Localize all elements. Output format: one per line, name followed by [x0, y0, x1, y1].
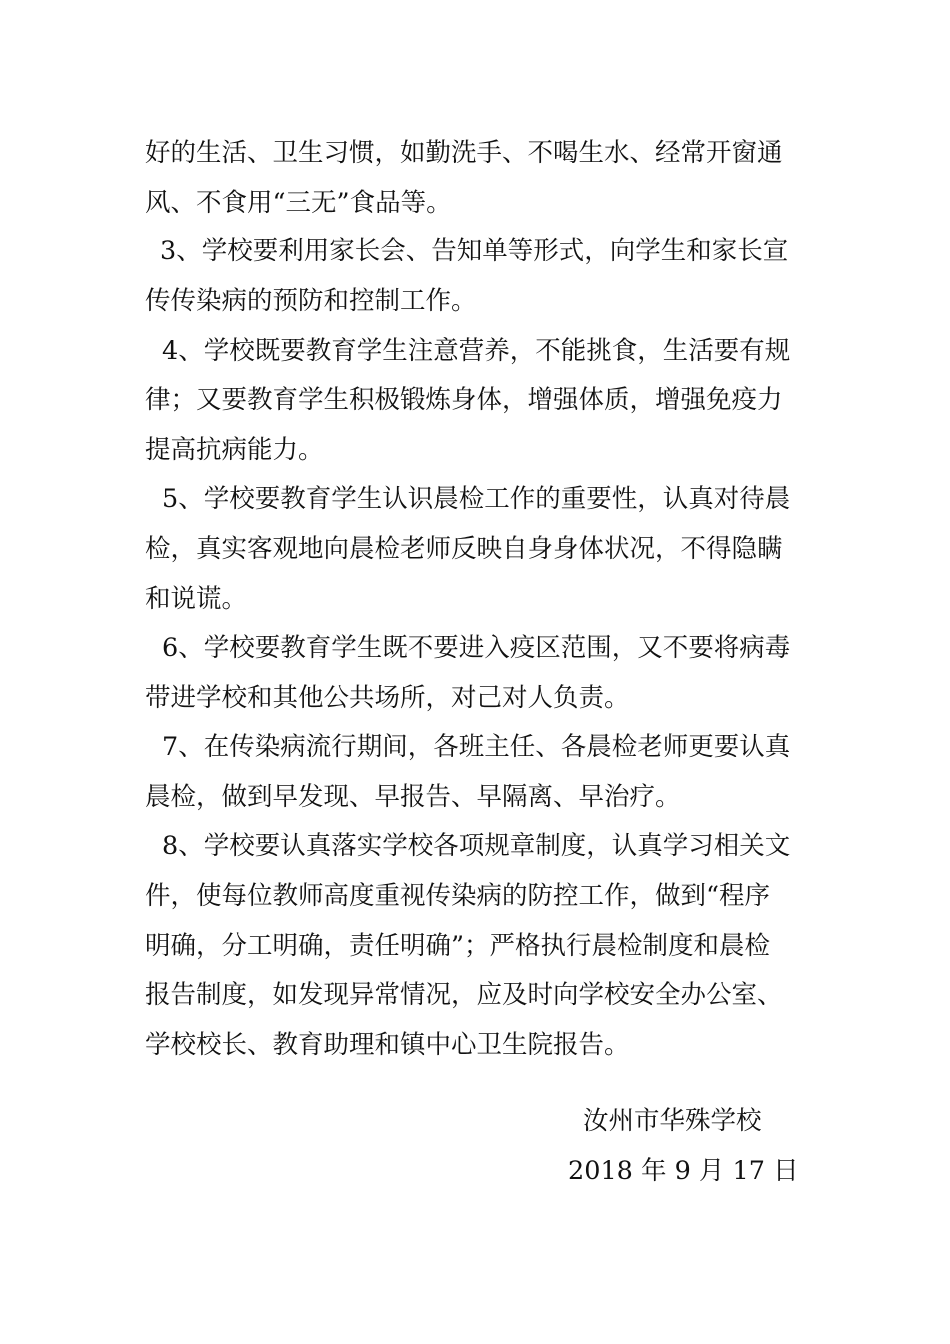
body-line: 传传染病的预防和控制工作。	[145, 286, 477, 316]
body-line: 律；又要教育学生积极锻炼身体，增强体质，增强免疫力	[145, 385, 783, 415]
body-line: 提高抗病能力。	[145, 435, 324, 465]
body-line: 学校校长、教育助理和镇中心卫生院报告。	[145, 1030, 630, 1060]
item-3-line: 3、学校要利用家长会、告知单等形式，向学生和家长宣	[160, 236, 789, 266]
body-line: 带进学校和其他公共场所，对己对人负责。	[145, 683, 630, 713]
body-line: 明确，分工明确，责任明确”；严格执行晨检制度和晨检	[145, 931, 771, 961]
body-line: 报告制度，如发现异常情况，应及时向学校安全办公室、	[145, 980, 783, 1010]
item-8-line: 8、学校要认真落实学校各项规章制度，认真学习相关文	[162, 831, 791, 861]
body-line: 晨检，做到早发现、早报告、早隔离、早治疗。	[145, 782, 681, 812]
item-5-line: 5、学校要教育学生认识晨检工作的重要性，认真对待晨	[162, 484, 791, 514]
signature-date: 2018 年 9 月 17 日	[568, 1156, 799, 1186]
body-line: 风、不食用“三无”食品等。	[145, 188, 452, 218]
item-4-line: 4、学校既要教育学生注意营养，不能挑食，生活要有规	[162, 336, 791, 366]
body-line: 和说谎。	[145, 584, 248, 614]
body-line: 好的生活、卫生习惯，如勤洗手、不喝生水、经常开窗通	[145, 138, 783, 168]
item-7-line: 7、在传染病流行期间，各班主任、各晨检老师更要认真	[162, 732, 791, 762]
item-6-line: 6、学校要教育学生既不要进入疫区范围，又不要将病毒	[162, 633, 791, 663]
body-line: 件，使每位教师高度重视传染病的防控工作，做到“程序	[145, 881, 771, 911]
signature-organization: 汝州市华殊学校	[583, 1106, 762, 1136]
body-line: 检，真实客观地向晨检老师反映自身身体状况，不得隐瞒	[145, 534, 783, 564]
